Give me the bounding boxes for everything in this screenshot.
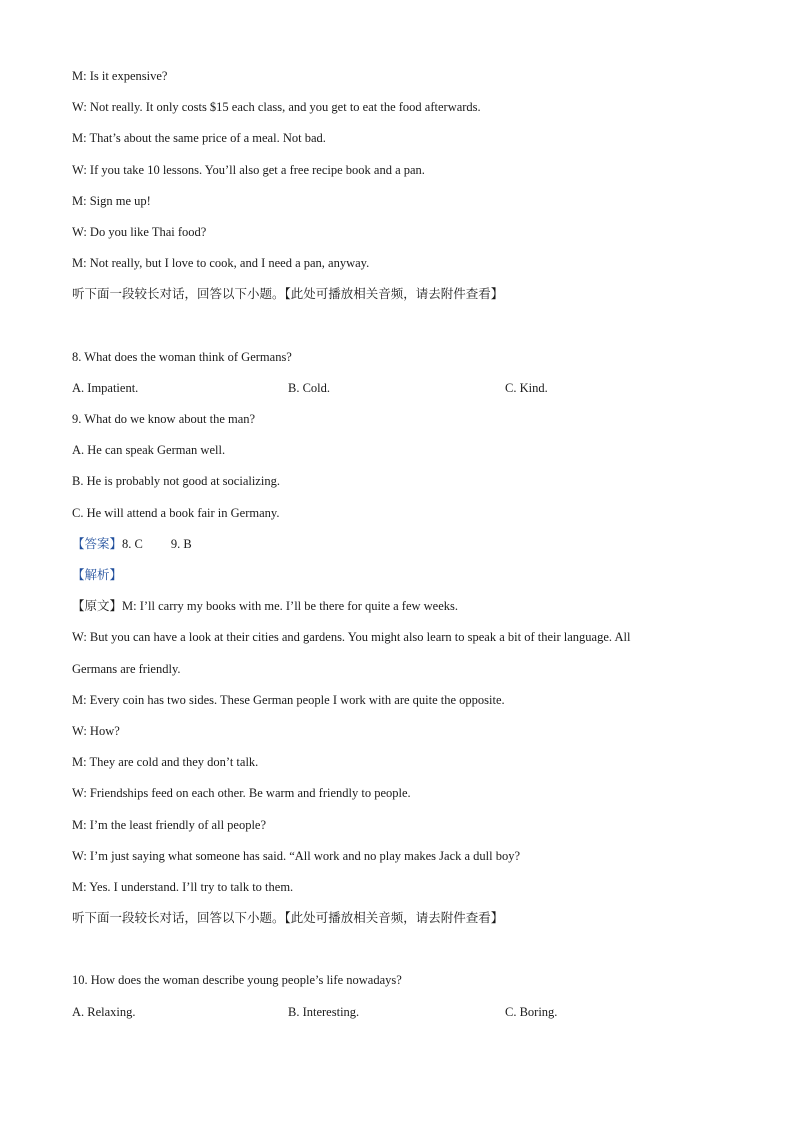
dialogue-line: W: Do you like Thai food? — [72, 224, 207, 239]
question-10-options — [72, 1000, 722, 1031]
transcript-line: M: They are cold and they don’t talk. — [72, 755, 259, 770]
transcript-line: W: But you can have a look at their cities and gardens. You might also learn to speak a bit of their language. All — [72, 630, 631, 645]
option-b: B. Interesting. — [288, 1004, 360, 1019]
answer-9: 9. B — [170, 536, 192, 551]
option-b: B. Cold. — [288, 380, 331, 395]
question-10: 10. How does the woman describe young people’s life nowadays? — [72, 973, 402, 988]
question-9: 9. What do we know about the man? — [72, 412, 256, 427]
transcript-label: 【原文】 — [72, 598, 123, 614]
option-b: B. He is probably not good at socializing. — [72, 474, 280, 489]
option-c: C. He will attend a book fair in Germany. — [72, 505, 280, 520]
option-c: C. Kind. — [505, 380, 548, 395]
document-page — [72, 64, 722, 1031]
transcript-line: W: How? — [72, 723, 120, 738]
transcript-first-line — [72, 594, 722, 625]
option-c: C. Boring. — [505, 1004, 558, 1019]
answer-line — [72, 532, 722, 563]
transcript-line: M: I’m the least friendly of all people? — [72, 817, 267, 832]
option-a: A. Relaxing. — [72, 1004, 136, 1019]
question-8: 8. What does the woman think of Germans? — [72, 349, 292, 364]
option-a: A. He can speak German well. — [72, 443, 226, 458]
dialogue-line: M: Sign me up! — [72, 193, 151, 208]
answer-8: 8. C — [122, 536, 143, 551]
dialogue-line: M: Not really, but I love to cook, and I need a pan, anyway. — [72, 256, 370, 271]
transcript-line: M: Yes. I understand. I’ll try to talk to them. — [72, 879, 294, 894]
analysis-line — [72, 563, 722, 594]
analysis-label: 【解析】 — [72, 567, 123, 583]
listening-instruction: 听下面一段较长对话，回答以下小题。【此处可播放相关音频，请去附件查看】 — [72, 286, 504, 302]
transcript-line: W: Friendships feed on each other. Be warm and friendly to people. — [72, 786, 411, 801]
transcript-line: M: Every coin has two sides. These German people I work with are quite the opposite. — [72, 692, 505, 707]
question-8-options — [72, 376, 722, 407]
listening-instruction: 听下面一段较长对话，回答以下小题。【此处可播放相关音频，请去附件查看】 — [72, 910, 504, 926]
dialogue-line: W: Not really. It only costs $15 each class, and you get to eat the food afterwards. — [72, 100, 481, 115]
transcript-text: M: I’ll carry my books with me. I’ll be there for quite a few weeks. — [122, 599, 459, 614]
transcript-line: W: I’m just saying what someone has said. “All work and no play makes Jack a dull boy? — [72, 848, 521, 863]
transcript-line: Germans are friendly. — [72, 661, 181, 676]
dialogue-line: M: That’s about the same price of a meal. Not bad. — [72, 131, 326, 146]
dialogue-line: W: If you take 10 lessons. You’ll also get a free recipe book and a pan. — [72, 162, 425, 177]
answer-label: 【答案】 — [72, 535, 123, 551]
option-a: A. Impatient. — [72, 380, 139, 395]
dialogue-line: M: Is it expensive? — [72, 69, 168, 83]
